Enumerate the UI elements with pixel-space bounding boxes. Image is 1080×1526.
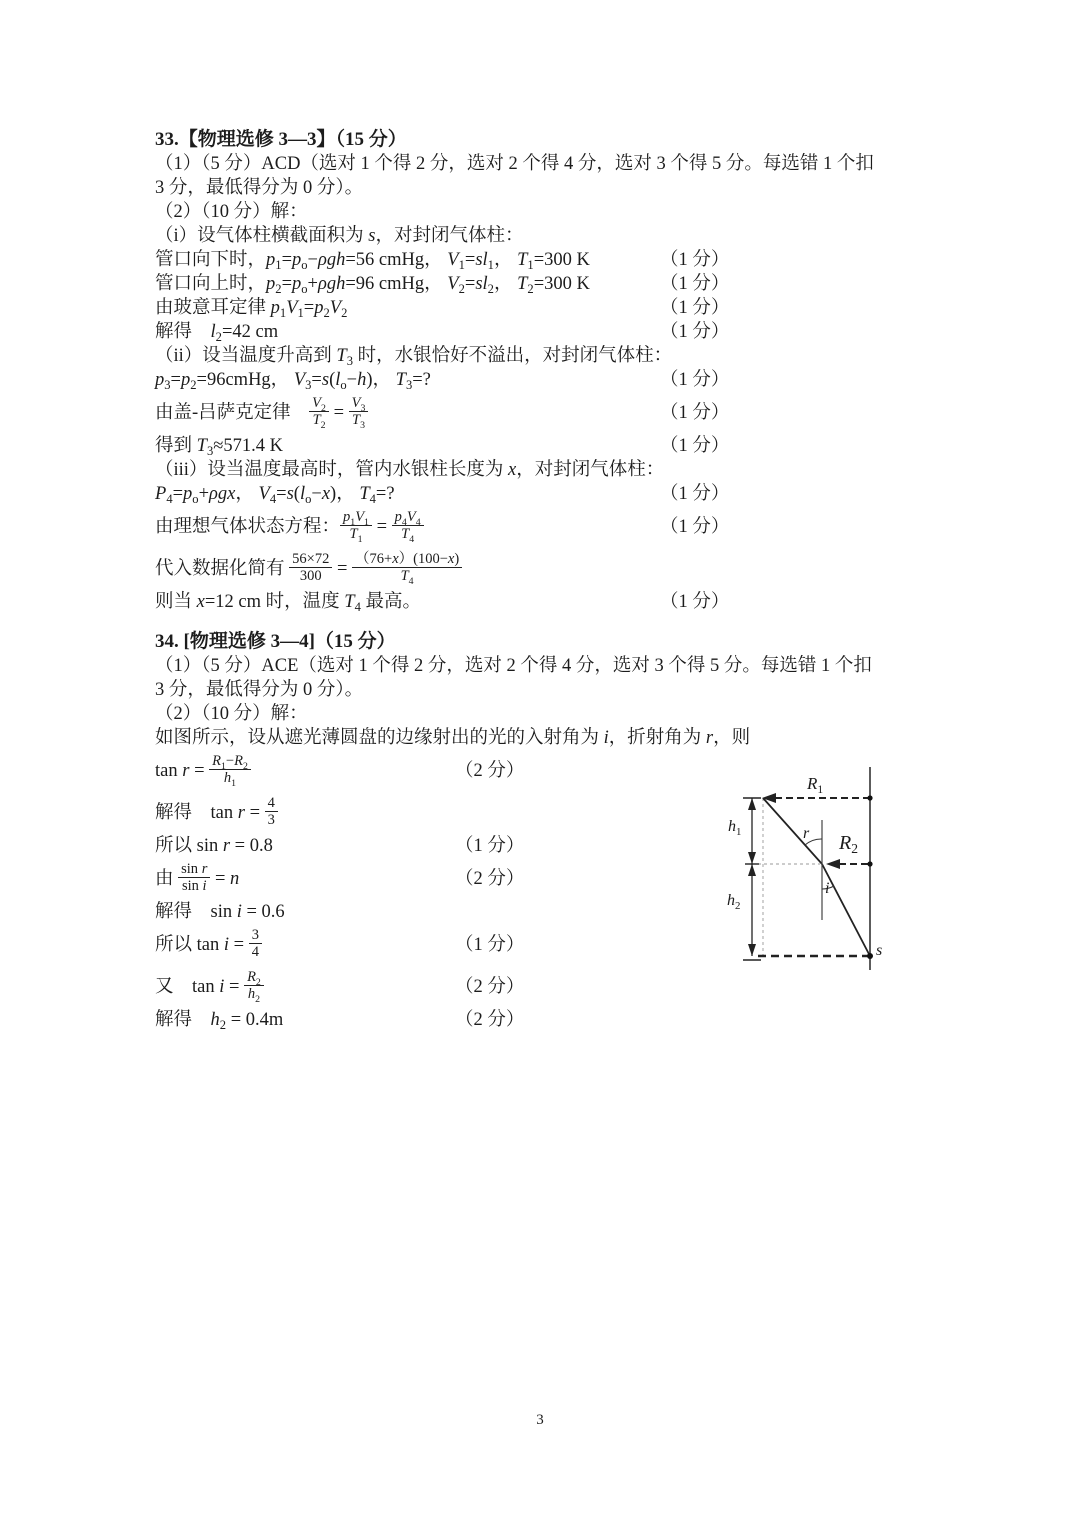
r2-arrowhead bbox=[826, 859, 840, 869]
fraction: $\frac{4}{3}$ bbox=[265, 795, 278, 828]
score-mark: （1 分） bbox=[660, 592, 730, 612]
text-line bbox=[155, 1008, 995, 1032]
section-heading: 33.【物理选修 3—3】（15 分） bbox=[155, 129, 407, 150]
refraction-diagram bbox=[715, 753, 995, 993]
text-line bbox=[155, 726, 995, 750]
fraction: $\frac{R_2}{h_2}$ bbox=[244, 969, 264, 1002]
text-line bbox=[155, 482, 995, 506]
text-line bbox=[155, 590, 995, 614]
label-point-s: s bbox=[876, 942, 883, 959]
text-line bbox=[155, 368, 995, 392]
line-content: 代入数据化简有 $\frac{56\times 72}{300}$ = $\frac{(76+x)(100-x)}{T_4}$ bbox=[155, 559, 462, 579]
refracted-ray bbox=[763, 798, 822, 864]
line-content: $P_4=p_o+\rho gx$， $V_4=s(l_o-x)$， $T_4=$? bbox=[155, 484, 395, 506]
line-content: （1）（5 分）ACE（选对 1 个得 2 分，选对 2 个得 4 分，选对 3 个得 5 分。每选错 1 个扣 bbox=[155, 656, 872, 676]
line-content: （i）设气体柱横截面积为 s，对封闭气体柱： bbox=[155, 226, 524, 246]
fraction: $\frac{\text{sin r}}{\text{sin i}}$ bbox=[178, 861, 210, 894]
r2-point-dot bbox=[867, 861, 872, 866]
fraction: $\frac{R_1-R_2}{h_1}$ bbox=[209, 753, 251, 786]
line-content: 又 tan i = $\frac{R_2}{h_2}$ bbox=[155, 977, 264, 997]
line-content: 由盖-吕萨克定律 $\frac{V_2}{T_2}$ = $\frac{V_3}{T_3}$ bbox=[155, 403, 368, 423]
score-mark: （1 分） bbox=[660, 517, 730, 537]
line-content: 3 分，最低得分为 0 分）。 bbox=[155, 680, 364, 700]
score-mark: （2 分） bbox=[455, 761, 525, 781]
line-content: 由理想气体状态方程： $\frac{p_1V_1}{T_1}$ = $\frac{p_4V_4}{T_4}$ bbox=[155, 517, 424, 537]
label-R2: $R_2$ bbox=[839, 832, 859, 856]
fraction: $\frac{56\times 72}{300}$ bbox=[289, 551, 332, 584]
score-mark: （2 分） bbox=[455, 1010, 525, 1030]
fraction: $\frac{3}{4}$ bbox=[249, 927, 262, 960]
h2-upper-arrowhead bbox=[748, 864, 756, 876]
line-content: 解得 sin i = 0.6 bbox=[155, 902, 285, 922]
text-line bbox=[155, 344, 995, 368]
label-h1: $h_1$ bbox=[728, 818, 742, 838]
s-point-dot bbox=[867, 953, 873, 959]
r1-point-dot bbox=[867, 795, 872, 800]
line-content: 所以 sin r = 0.8 bbox=[155, 836, 273, 856]
score-mark: （2 分） bbox=[455, 869, 525, 889]
score-mark: （1 分） bbox=[455, 836, 525, 856]
line-content: （iii）设当温度最高时，管内水银柱长度为 x，对封闭气体柱： bbox=[155, 460, 665, 480]
fraction: $\frac{(76+x)(100-x)}{T_4}$ bbox=[352, 551, 462, 584]
text-line bbox=[155, 176, 995, 200]
line-content: tan r = $\frac{R_1-R_2}{h_1}$ bbox=[155, 761, 251, 781]
score-mark: （1 分） bbox=[660, 274, 730, 294]
text-line bbox=[155, 296, 995, 320]
score-mark: （1 分） bbox=[660, 298, 730, 318]
label-angle-r: r bbox=[803, 825, 810, 842]
line-content: 解得 tan r = $\frac{4}{3}$ bbox=[155, 803, 278, 823]
h1-lower-arrowhead bbox=[748, 852, 756, 864]
line-content: 由玻意耳定律 $p_1V_1=p_2V_2$ bbox=[155, 298, 348, 320]
score-mark: （1 分） bbox=[455, 935, 525, 955]
line-content: $p_3=p_2=96cmHg$， $V_3=s(l_o-h)$， $T_3=$? bbox=[155, 370, 431, 392]
text-line bbox=[155, 548, 995, 590]
score-mark: （1 分） bbox=[660, 436, 730, 456]
score-mark: （1 分） bbox=[660, 370, 730, 390]
label-h2: $h_2$ bbox=[727, 892, 741, 912]
text-line bbox=[155, 434, 995, 458]
label-R1: $R_1$ bbox=[807, 774, 824, 796]
score-mark: （2 分） bbox=[455, 977, 525, 997]
incident-ray bbox=[822, 864, 870, 956]
text-line bbox=[155, 320, 995, 344]
text-line bbox=[155, 200, 995, 224]
text-line bbox=[155, 506, 995, 548]
question-33-section bbox=[155, 128, 995, 614]
line-content: 解得 $l_2=42$ cm bbox=[155, 322, 279, 344]
fraction: $\frac{p_4V_4}{T_4}$ bbox=[392, 509, 424, 542]
label-angle-i: i bbox=[825, 880, 830, 897]
text-line bbox=[155, 654, 995, 678]
text-line bbox=[155, 702, 995, 726]
h1-upper-arrowhead bbox=[748, 798, 756, 810]
page-number: 3 bbox=[536, 1412, 544, 1428]
score-mark: （1 分） bbox=[660, 250, 730, 270]
line-content: 得到 $T_3\approx 571.4$ K bbox=[155, 436, 283, 458]
line-content: 3 分，最低得分为 0 分）。 bbox=[155, 178, 364, 198]
text-line bbox=[155, 224, 995, 248]
line-content: （2）（10 分）解： bbox=[155, 704, 308, 724]
text-line bbox=[155, 248, 995, 272]
line-content: 解得 $h_2 = 0.4m$ bbox=[155, 1010, 284, 1032]
text-line bbox=[155, 152, 995, 176]
score-mark: （1 分） bbox=[660, 484, 730, 504]
line-content: （ii）设当温度升高到 $T_3$ 时，水银恰好不溢出，对封闭气体柱： bbox=[155, 346, 673, 368]
fraction: $\frac{V_2}{T_2}$ bbox=[309, 395, 329, 428]
line-content: （2）（10 分）解： bbox=[155, 202, 308, 222]
fraction: $\frac{p_1V_1}{T_1}$ bbox=[340, 509, 372, 542]
text-line bbox=[155, 392, 995, 434]
line-content: 管口向下时，$p_1=p_o-\rho gh=56$ cmHg， $V_1=sl_1$， $T_1=300$ K bbox=[155, 250, 590, 272]
section-heading: 34. [物理选修 3—4]（15 分） bbox=[155, 631, 396, 652]
line-content: 管口向上时，$p_2=p_o+\rho gh=96$ cmHg， $V_2=sl_2$， $T_2=300$ K bbox=[155, 274, 590, 296]
line-content: 如图所示，设从遮光薄圆盘的边缘射出的光的入射角为 i，折射角为 r，则 bbox=[155, 728, 751, 748]
fraction: $\frac{V_3}{T_3}$ bbox=[349, 395, 369, 428]
line-content: 所以 tan i = $\frac{3}{4}$ bbox=[155, 935, 262, 955]
score-mark: （1 分） bbox=[660, 403, 730, 423]
text-line bbox=[155, 678, 995, 702]
text-line bbox=[155, 272, 995, 296]
line-content: （1）（5 分）ACD（选对 1 个得 2 分，选对 2 个得 4 分，选对 3 个得 5 分。每选错 1 个扣 bbox=[155, 154, 874, 174]
line-content: 则当 x=12 cm 时，温度 $T_4$ 最高。 bbox=[155, 592, 422, 614]
refraction-diagram-svg bbox=[715, 753, 995, 993]
text-line bbox=[155, 458, 995, 482]
line-content: 由 $\frac{\text{sin r}}{\text{sin i}}$ = n bbox=[155, 861, 240, 895]
score-mark: （1 分） bbox=[660, 322, 730, 342]
h2-lower-arrowhead bbox=[748, 944, 756, 956]
